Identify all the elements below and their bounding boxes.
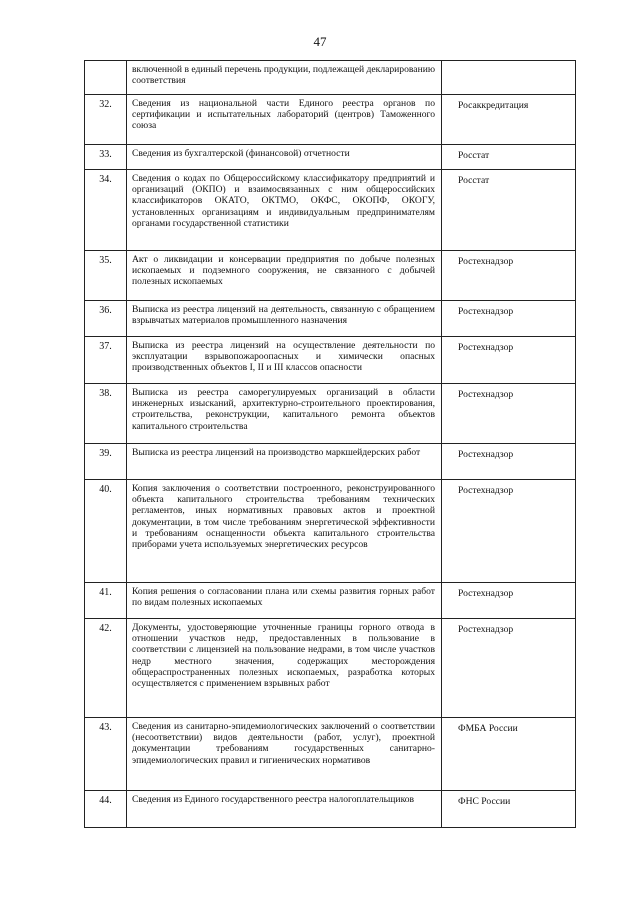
row-agency: Ростехнадзор [442, 619, 576, 718]
row-description: Сведения о кодах по Общероссийскому классификатору предприятий и организаций (ОКПО) и взаимосвязанных с ним общероссийских классификаторов ОКАТО, ОКТМО, ОКФС, ОКОПФ, ОКОГУ, установленных организациям и индивидуальным предпринимателям органами государственной статистики [127, 170, 442, 251]
row-description: Документы, удостоверяющие уточненные границы горного отвода в отношении участков недр, предоставленных в пользование в соответствии с лицензией на пользование недрами, в том числе участков недр местного значения, содержащих месторождения общераспространенных полезных ископаемых, разработка которых осуществляется с применением взрывных работ [127, 619, 442, 718]
row-agency: Росстат [442, 170, 576, 251]
row-agency: ФНС России [442, 791, 576, 828]
row-agency: Росаккредитация [442, 95, 576, 145]
table-row [85, 791, 576, 828]
row-description: Копия заключения о соответствии построенного, реконструированного объекта капитального строительства требованиям технических регламентов, иных нормативных правовых актов и проектной документации, в том числе требованиям энергетической эффективности и требованиям оснащенности объекта капитального строительства приборами учета используемых энергетических ресурсов [127, 480, 442, 583]
row-agency: Росстат [442, 145, 576, 170]
table-row [85, 301, 576, 337]
row-number: 34. [85, 170, 127, 251]
row-description: Выписка из реестра саморегулируемых организаций в области инженерных изысканий, архитектурно-строительного проектирования, строительства, реконструкции, капитального ремонта объектов капитального строительства [127, 384, 442, 444]
table-row [85, 718, 576, 791]
row-agency: Ростехнадзор [442, 337, 576, 384]
row-number: 35. [85, 251, 127, 301]
row-number: 33. [85, 145, 127, 170]
row-number: 44. [85, 791, 127, 828]
services-table [84, 60, 576, 828]
row-agency: Ростехнадзор [442, 583, 576, 619]
row-description: включенной в единый перечень продукции, подлежащей декларированию соответствия [127, 61, 442, 95]
table-row [85, 170, 576, 251]
table-row [85, 444, 576, 480]
table-row [85, 619, 576, 718]
row-number: 38. [85, 384, 127, 444]
row-number: 32. [85, 95, 127, 145]
row-agency: Ростехнадзор [442, 480, 576, 583]
row-number: 36. [85, 301, 127, 337]
row-description: Сведения из санитарно-эпидемиологических заключений о соответствии (несоответствии) видов деятельности (работ, услуг), проектной документации требованиям государственных санитарно-эпидемиологических правил и гигиенических нормативов [127, 718, 442, 791]
row-agency: Ростехнадзор [442, 384, 576, 444]
table-row [85, 61, 576, 95]
row-agency [442, 61, 576, 95]
row-number: 40. [85, 480, 127, 583]
table-row [85, 251, 576, 301]
table-row [85, 145, 576, 170]
page-number: 47 [313, 34, 327, 49]
row-description: Копия решения о согласовании плана или схемы развития горных работ по видам полезных ископаемых [127, 583, 442, 619]
row-description: Выписка из реестра лицензий на производство маркшейдерских работ [127, 444, 442, 480]
table-row [85, 480, 576, 583]
row-agency: ФМБА России [442, 718, 576, 791]
table-row [85, 95, 576, 145]
row-description: Сведения из национальной части Единого реестра органов по сертификации и испытательных лабораторий (центров) Таможенного союза [127, 95, 442, 145]
row-number [85, 61, 127, 95]
row-agency: Ростехнадзор [442, 444, 576, 480]
row-number: 37. [85, 337, 127, 384]
table-row [85, 583, 576, 619]
row-description: Выписка из реестра лицензий на осуществление деятельности по эксплуатации взрывопожароопасных и химически опасных производственных объектов I, II и III классов опасности [127, 337, 442, 384]
row-number: 42. [85, 619, 127, 718]
row-description: Акт о ликвидации и консервации предприятия по добыче полезных ископаемых и подземного сооружения, не связанного с добычей полезных ископаемых [127, 251, 442, 301]
row-description: Сведения из Единого государственного реестра налогоплательщиков [127, 791, 442, 828]
table-row [85, 337, 576, 384]
row-number: 39. [85, 444, 127, 480]
row-description: Сведения из бухгалтерской (финансовой) отчетности [127, 145, 442, 170]
table-row [85, 384, 576, 444]
row-description: Выписка из реестра лицензий на деятельность, связанную с обращением взрывчатых материалов промышленного назначения [127, 301, 442, 337]
row-agency: Ростехнадзор [442, 251, 576, 301]
row-number: 43. [85, 718, 127, 791]
row-number: 41. [85, 583, 127, 619]
row-agency: Ростехнадзор [442, 301, 576, 337]
